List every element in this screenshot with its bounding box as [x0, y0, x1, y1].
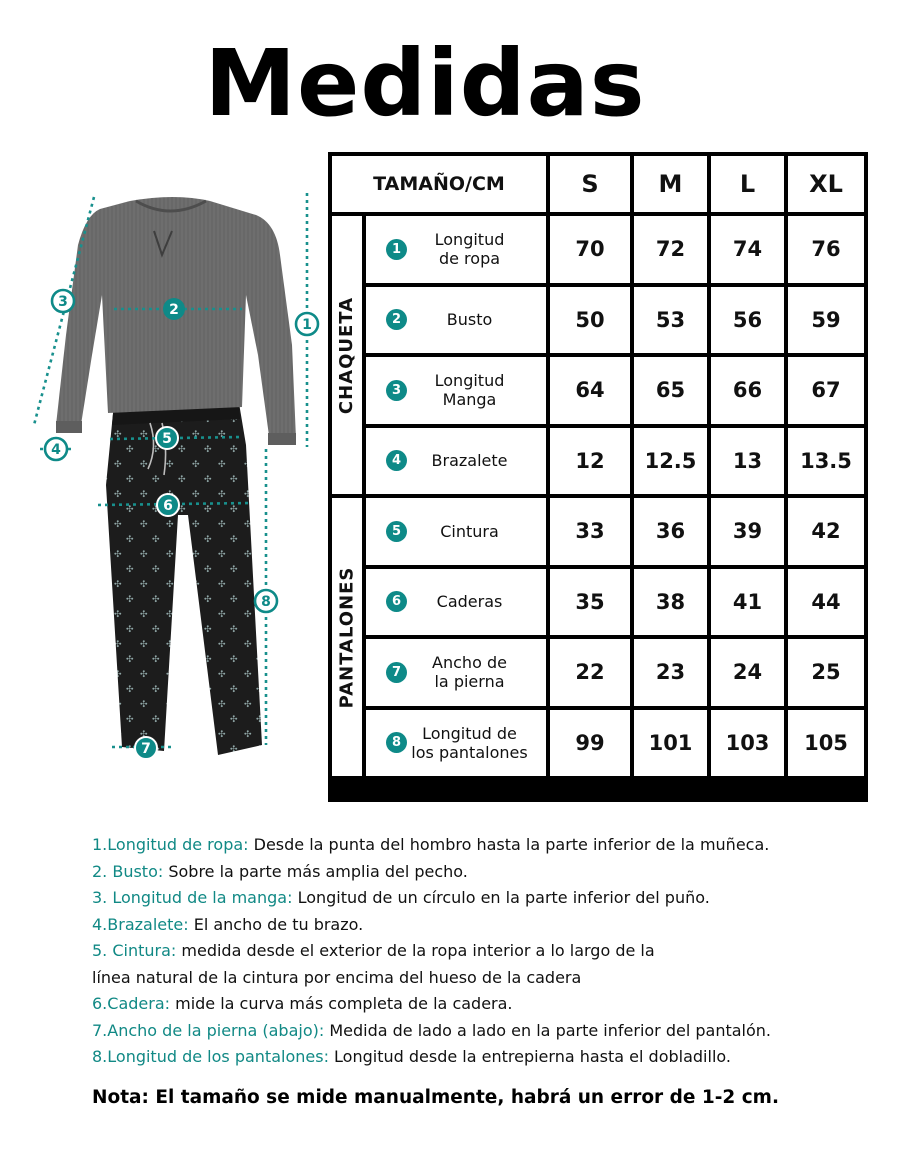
svg-text:3: 3	[58, 294, 68, 310]
row-label: Longitud de los pantalones	[411, 723, 528, 762]
pajama-figure	[30, 185, 320, 775]
row-number-badge: 5	[386, 521, 407, 542]
value-cell: 42	[788, 498, 864, 565]
svg-text:7: 7	[141, 741, 151, 757]
value-cell: 66	[711, 357, 784, 424]
header-size-m: M	[634, 156, 707, 212]
value-cell: 25	[788, 639, 864, 706]
note-line	[92, 1044, 882, 1071]
marker-7	[135, 737, 157, 759]
value-cell: 41	[711, 569, 784, 636]
value-cell: 59	[788, 287, 864, 354]
note-text: medida desde el exterior de la ropa interior a lo largo de la	[176, 941, 655, 960]
svg-text:6: 6	[163, 498, 173, 514]
value-cell: 50	[550, 287, 630, 354]
pants-shape	[106, 397, 262, 755]
group-label-text: PANTALONES	[336, 566, 358, 708]
svg-text:4: 4	[51, 442, 61, 458]
row-number-badge: 2	[386, 309, 407, 330]
marker-6	[157, 494, 179, 516]
note-term: 6.Cadera:	[92, 994, 171, 1013]
note-line	[92, 885, 882, 912]
header-size-s: S	[550, 156, 630, 212]
row-number-badge: 4	[386, 450, 407, 471]
value-cell: 53	[634, 287, 707, 354]
note-text: Medida de lado a lado en la parte inferior del pantalón.	[324, 1020, 772, 1040]
value-cell: 74	[711, 216, 784, 283]
value-cell: 105	[788, 710, 864, 777]
svg-text:8: 8	[261, 594, 271, 610]
svg-text:5: 5	[162, 431, 172, 447]
value-cell: 12	[550, 428, 630, 495]
row-number-badge: 6	[386, 591, 407, 612]
note-line	[92, 832, 882, 859]
value-cell: 56	[711, 287, 784, 354]
group-label-pantalones	[332, 498, 362, 776]
value-cell: 103	[711, 710, 784, 777]
marker-3	[52, 290, 74, 312]
marker-5	[156, 427, 178, 449]
row-name	[366, 710, 546, 777]
row-label: Longitud Manga	[434, 371, 505, 410]
svg-text:1: 1	[302, 317, 312, 333]
note-text: Longitud de un círculo en la parte inferior del puño.	[292, 888, 710, 907]
row-label: Caderas	[436, 592, 503, 612]
value-cell: 65	[634, 357, 707, 424]
value-cell: 12.5	[634, 428, 707, 495]
size-table	[328, 152, 868, 802]
row-name	[366, 287, 546, 354]
header-size-l: L	[711, 156, 784, 212]
page-title: Medidas	[204, 30, 646, 137]
note-term: 2. Busto:	[92, 861, 164, 881]
row-label: Brazalete	[431, 451, 508, 471]
value-cell: 24	[711, 639, 784, 706]
note-line	[92, 859, 882, 886]
note-term: 1.Longitud de ropa:	[92, 835, 249, 854]
row-name	[366, 216, 546, 283]
row-label: Cintura	[440, 521, 499, 541]
marker-1	[296, 313, 318, 335]
row-number-badge: 3	[386, 380, 407, 401]
note-text: Sobre la parte más amplia del pecho.	[163, 861, 468, 881]
note-line	[92, 938, 882, 965]
note-line	[92, 991, 882, 1018]
note-term: 8.Longitud de los pantalones:	[92, 1047, 329, 1066]
header-size-xl: XL	[788, 156, 864, 212]
value-cell: 99	[550, 710, 630, 777]
value-cell: 70	[550, 216, 630, 283]
measurement-notes	[92, 832, 882, 1071]
row-name	[366, 498, 546, 565]
footnote: Nota: El tamaño se mide manualmente, habrá un error de 1-2 cm.	[92, 1087, 779, 1108]
value-cell: 23	[634, 639, 707, 706]
value-cell: 44	[788, 569, 864, 636]
row-name	[366, 569, 546, 636]
row-label: Ancho de la pierna	[432, 653, 507, 692]
marker-4	[45, 438, 67, 460]
row-name	[366, 357, 546, 424]
note-line	[92, 912, 882, 939]
note-term: 4.Brazalete:	[92, 914, 189, 934]
row-name	[366, 639, 546, 706]
value-cell: 22	[550, 639, 630, 706]
note-text: El ancho de tu brazo.	[188, 914, 364, 934]
value-cell: 101	[634, 710, 707, 777]
row-name	[366, 428, 546, 495]
note-text: línea natural de la cintura por encima del hueso de la cadera	[92, 967, 582, 987]
value-cell: 39	[711, 498, 784, 565]
shirt-shape	[56, 197, 296, 445]
value-cell: 64	[550, 357, 630, 424]
value-cell: 13.5	[788, 428, 864, 495]
row-label: Busto	[446, 310, 493, 330]
marker-8	[255, 590, 277, 612]
note-term: 5. Cintura:	[92, 941, 177, 960]
svg-text:2: 2	[169, 302, 179, 318]
note-text: Longitud desde la entrepierna hasta el dobladillo.	[328, 1047, 731, 1066]
group-label-chaqueta	[332, 216, 362, 494]
note-text: Desde la punta del hombro hasta la parte inferior de la muñeca.	[248, 835, 770, 854]
value-cell: 38	[634, 569, 707, 636]
row-number-badge: 8	[386, 732, 407, 753]
value-cell: 67	[788, 357, 864, 424]
row-number-badge: 1	[386, 239, 407, 260]
value-cell: 35	[550, 569, 630, 636]
row-number-badge: 7	[386, 662, 407, 683]
value-cell: 36	[634, 498, 707, 565]
value-cell: 72	[634, 216, 707, 283]
row-label: Longitud de ropa	[434, 230, 505, 269]
header-size-label: TAMAÑO/CM	[332, 156, 546, 212]
note-term: 7.Ancho de la pierna (abajo):	[92, 1020, 325, 1040]
note-term: 3. Longitud de la manga:	[92, 888, 293, 907]
value-cell: 13	[711, 428, 784, 495]
value-cell: 33	[550, 498, 630, 565]
marker-2	[163, 298, 185, 320]
note-line	[92, 1018, 882, 1045]
note-line	[92, 965, 882, 992]
group-label-text: CHAQUETA	[336, 296, 358, 414]
value-cell: 76	[788, 216, 864, 283]
note-text: mide la curva más completa de la cadera.	[170, 994, 513, 1013]
